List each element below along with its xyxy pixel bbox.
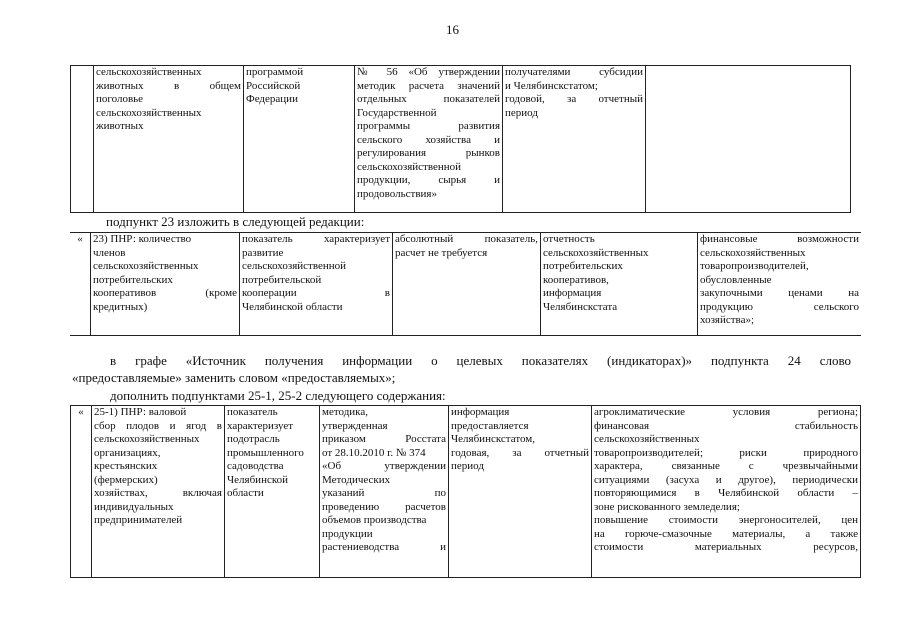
indicator-name-cell: 23) ПНР: количество членов сельскохозяйственных потребительских кооперативов (кроме кредитных) (91, 233, 240, 336)
factors-cell (646, 66, 851, 213)
indicator-name-cell: 25-1) ПНР: валовой сбор плодов и ягод в сельскохозяйственных организациях, крестьянских (фермерских) хозяйствах, включая индивидуальных предпринимателей (92, 406, 225, 578)
table-row (71, 406, 861, 578)
factors-cell: агроклиматические условия региона; финансовая стабильность сельскохозяйственных товаропроизводителей; риски природного характера, связанные с чрезвычайными ситуациями (засуха и другое), периодически повторяющимися в Челябинской области – зоне рискованного земледелия; повышение стоимости энергоносителей, цен на горюче-смазочные материалы, а также стоимости материальных ресурсов, (592, 406, 861, 578)
method-cell: № 56 «Об утверждении методик расчета значений отдельных показателей Государственной программы развития сельского хозяйства и регулирования рынков сельскохозяйственной продукции, сырья и продовольствия» (355, 66, 503, 213)
page-number: 16 (446, 22, 459, 37)
table-row (70, 233, 861, 336)
opening-quote: « (71, 406, 92, 578)
source-cell: получателями субсидии и Челябинскстатом; годовой, за отчетный период (503, 66, 646, 213)
source-cell: информация предоставляется Челябинскстатом, годовая, за отчетный период (449, 406, 592, 578)
opening-quote: « (70, 233, 91, 336)
method-cell: абсолютный показатель, расчет не требуется (393, 233, 541, 336)
characteristic-cell: показатель характеризует развитие сельскохозяйственной потребительской кооперации в Челябинской области (240, 233, 393, 336)
table-row (71, 66, 851, 213)
table-subitem-25-1 (70, 405, 861, 578)
quote-cell (71, 66, 94, 213)
characteristic-cell: показатель характеризует подотрасль промышленного садоводства Челябинской области (225, 406, 320, 578)
method-cell: методика, утвержденная приказом Росстата от 28.10.2010 г. № 374 «Об утверждении Методических указаний по проведению расчетов объемов производства продукции растениеводства и (320, 406, 449, 578)
characteristic-cell: программой Российской Федерации (244, 66, 355, 213)
source-cell: отчетность сельскохозяйственных потребительских кооперативов, информация Челябинскстата (541, 233, 698, 336)
table-subitem-23 (70, 232, 861, 336)
paragraph-subitem-23: подпункт 23 изложить в следующей редакции: (106, 214, 365, 229)
paragraph-subitem-24-line1: в графе «Источник получения информации о целевых показателях (индикаторах)» подпункта 24 слово (110, 353, 851, 368)
paragraph-subitem-24-line2: «предоставляемые» заменить словом «предоставляемых»; (72, 370, 396, 385)
factors-cell: финансовые возможности сельскохозяйственных товаропроизводителей, обусловленные закупочными ценами на продукцию сельского хозяйства»; (698, 233, 862, 336)
table-continuation (70, 65, 851, 213)
indicator-name-cell: сельскохозяйственных животных в общем поголовье сельскохозяйственных животных (94, 66, 244, 213)
paragraph-add-subitems: дополнить подпунктами 25-1, 25-2 следующего содержания: (110, 388, 446, 403)
